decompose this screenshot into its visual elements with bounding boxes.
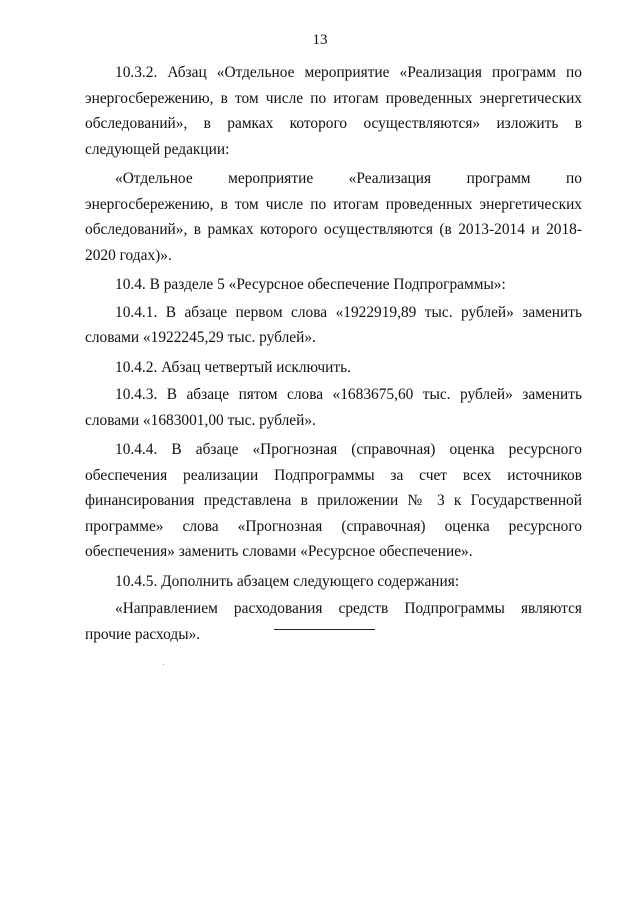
document-body	[85, 60, 582, 651]
quoted-new-paragraph: «Направлением расходования средств Подпрограммы являются прочие расходы».	[85, 600, 582, 643]
quoted-new-wording: «Отдельное мероприятие «Реализация программ по энергосбережению, в том числе по итогам проведенных энергетических обследований», в рамках которого осуществляются (в 2013-2014 и 2018-2020 годах)».	[85, 170, 582, 264]
paragraph-10-4-3: 10.4.3. В абзаце пятом слова «1683675,60 тыс. рублей» заменить словами «1683001,00 тыс. рублей».	[85, 386, 582, 429]
paragraph-10-4-5: 10.4.5. Дополнить абзацем следующего содержания:	[115, 572, 460, 590]
paragraph-10-4-1: 10.4.1. В абзаце первом слова «1922919,89 тыс. рублей» заменить словами «1922245,29 тыс. рублей».	[85, 303, 582, 346]
paragraph-10-3-2: 10.3.2. Абзац «Отдельное мероприятие «Реализация программ по энергосбережению, в том числе по итогам проведенных энергетических обследований», в рамках которого осуществляются» изложить в следующей редакции:	[85, 64, 582, 158]
page-number: 13	[312, 32, 328, 48]
scan-speck	[163, 664, 164, 665]
end-of-text-rule	[274, 629, 375, 630]
paragraph-10-4: 10.4. В разделе 5 «Ресурсное обеспечение Подпрограммы»:	[115, 276, 506, 293]
paragraph-10-4-2: 10.4.2. Абзац четвертый исключить.	[115, 358, 351, 376]
paragraph-10-4-4: 10.4.4. В абзаце «Прогнозная (справочная) оценка ресурсного обеспечения реализации Подпрограммы за счет всех источников финансирования представлена в приложении № 3 к Государственной программе» слова «Прогнозная (справочная) оценка ресурсного обеспечения» заменить словами «Ресурсное обеспечение».	[85, 441, 582, 560]
